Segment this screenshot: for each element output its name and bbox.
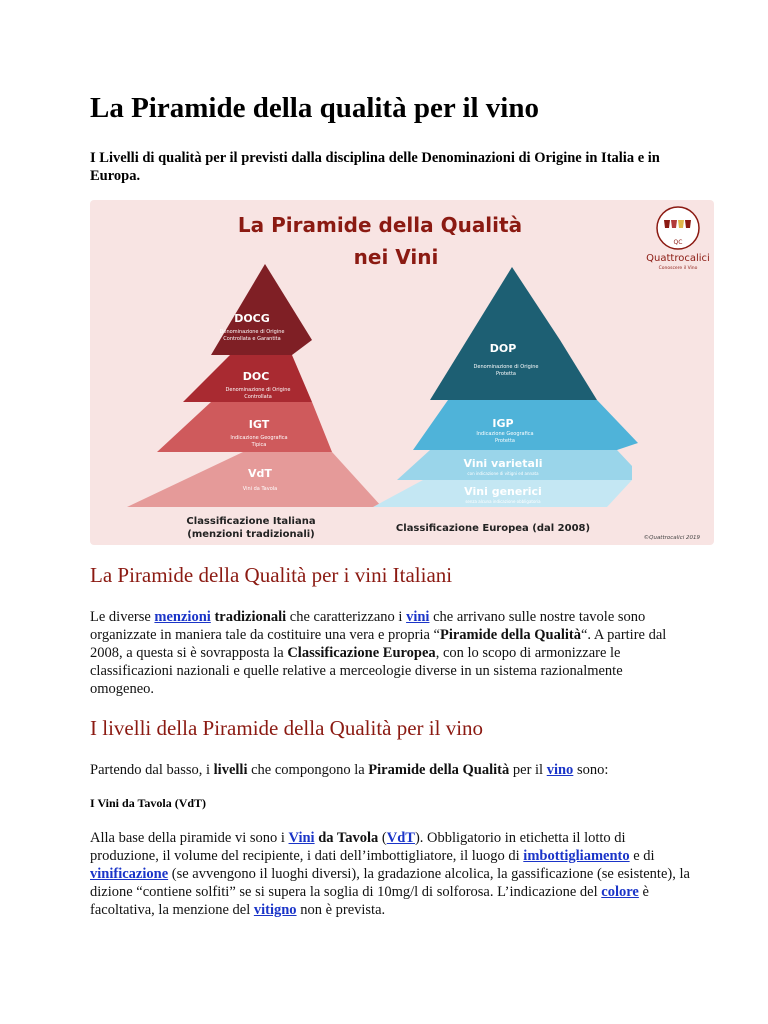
italian-caption-line1: Classificazione Italiana <box>186 516 316 527</box>
link-menzioni[interactable]: menzioni <box>154 609 211 625</box>
page-subtitle: I Livelli di qualità per il previsti dalla disciplina delle Denominazioni di Origine in Italia e in Europa. <box>90 150 660 184</box>
doc-desc-line2: Controllata <box>244 394 272 400</box>
quality-pyramid-infographic <box>90 200 714 545</box>
link-vitigno[interactable]: vitigno <box>253 902 297 918</box>
link-vino[interactable]: vino <box>546 762 574 778</box>
varietali-desc: con indicazione di vitigni ed annata <box>467 471 539 476</box>
varietali-label: Vini varietali <box>463 457 543 470</box>
generici-desc: senza alcuna indicazione obbligatoria <box>465 499 541 504</box>
dop-label: DOP <box>489 342 517 355</box>
section-heading-levels: I livelli della Piramide della Qualità per il vino <box>90 716 484 740</box>
igt-desc-line2: Tipica <box>251 442 267 448</box>
dop-desc-line1: Denominazione di Origine <box>473 364 539 370</box>
vdt-paragraph: Alla base della piramide vi sono i Vini da Tavola (VdT). Obbligatorio in etichetta il lotto di produzione, il volume del recipiente, i dati dell’imbottigliatore, il luogo di imbottigliamento e di vinificazione (se avvengono il luoghi diversi), la gradazione alcolica, la gassificazione (se esistente), la dizione “contiene solfiti” se si supera la soglia di 10mg/l di solforosa. L’indicazione del colore è facoltativa, la menzione del vitigno non è prevista. <box>90 830 690 918</box>
generici-label: Vini generici <box>464 485 542 498</box>
link-vini[interactable]: vini <box>406 609 430 625</box>
vdt-desc: Vini da Tavola <box>242 486 278 492</box>
link-colore[interactable]: colore <box>601 884 639 900</box>
dop-desc-line2: Protetta <box>496 371 516 377</box>
docg-desc-line2: Controllata e Garantita <box>223 336 281 342</box>
doc-label: DOC <box>242 370 270 383</box>
igp-label: IGP <box>492 417 514 430</box>
infographic-title-line1: La Piramide della Qualità <box>237 213 523 237</box>
docg-desc-line1: Denominazione di Origine <box>219 329 285 335</box>
section-heading-italian-pyramid: La Piramide della Qualità per i vini Italiani <box>90 563 453 587</box>
section2-paragraph: Partendo dal basso, i livelli che compongono la Piramide della Qualità per il vino sono: <box>90 762 609 778</box>
italian-caption-line2: (menzioni tradizionali) <box>187 529 315 540</box>
infographic-title-line2: nei Vini <box>353 245 439 269</box>
igp-desc-line1: Indicazione Geografica <box>476 431 534 437</box>
link-vinificazione[interactable]: vinificazione <box>90 866 169 882</box>
logo-initials: QC <box>673 239 683 246</box>
page-title: La Piramide della qualità per il vino <box>90 92 539 124</box>
link-vini-tavola[interactable]: Vini <box>288 830 315 846</box>
vdt-heading: I Vini da Tavola (VdT) <box>90 796 207 810</box>
doc-desc-line1: Denominazione di Origine <box>225 387 291 393</box>
igt-label: IGT <box>248 418 270 431</box>
infographic-copyright: ©Quattrocalici 2019 <box>643 535 700 541</box>
docg-label: DOCG <box>234 312 270 325</box>
vdt-label: VdT <box>248 467 272 480</box>
logo-tagline: Conoscere il Vino <box>658 266 698 271</box>
igt-desc-line1: Indicazione Geografica <box>230 435 288 441</box>
logo-brand: Quattrocalici <box>646 253 710 264</box>
link-imbottigliamento[interactable]: imbottigliamento <box>523 848 630 864</box>
link-vdt[interactable]: VdT <box>386 830 415 846</box>
section1-paragraph: Le diverse menzioni tradizionali che caratterizzano i vini che arrivano sulle nostre tavole sono organizzate in maniera tale da costituire una vera e propria “Piramide della Qualità“. A partire dal 2008, a questa si è sovrapposta la Classificazione Europea, con lo scopo di armonizzare le classificazioni nazionali e quelle relative a merceologie diverse in un sistema razionalmente omogeneo. <box>90 609 667 697</box>
igp-desc-line2: Protetta <box>495 438 515 444</box>
european-caption: Classificazione Europea (dal 2008) <box>395 523 591 534</box>
